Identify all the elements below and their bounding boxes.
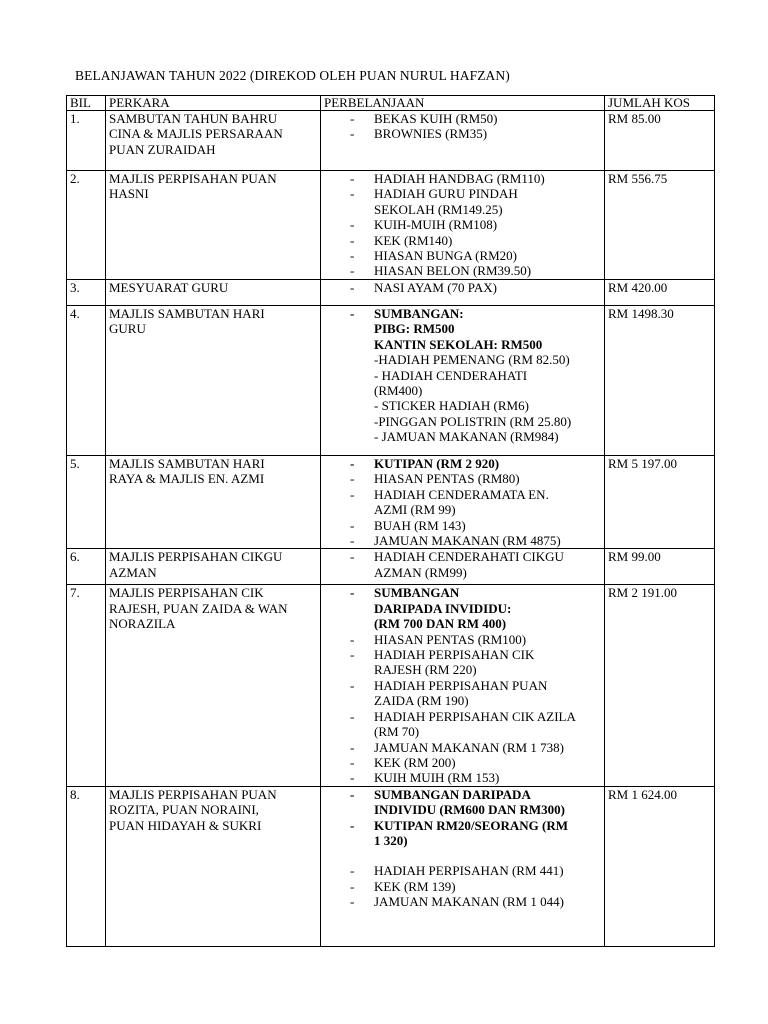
expense-item: - KUIH MUIH (RM 153) <box>324 770 601 785</box>
expense-item: - HADIAH PERPISAHAN PUAN <box>324 678 601 693</box>
expense-item: - JAMUAN MAKANAN (RM 4875) <box>324 533 601 548</box>
cell-bil: 6. <box>67 549 106 585</box>
expense-item: - HIASAN BELON (RM39.50) <box>324 263 601 278</box>
expense-item: INDIVIDU (RM600 DAN RM300) <box>374 802 566 818</box>
cell-perkara <box>106 585 321 786</box>
perkara-line: MAJLIS SAMBUTAN HARI <box>109 456 265 471</box>
expense-item: - BROWNIES (RM35) <box>324 126 601 141</box>
cell-bil: 4. <box>67 306 106 456</box>
cell-perkara <box>106 786 321 946</box>
expense-item: - HADIAH HANDBAG (RM110) <box>324 171 601 186</box>
table-row <box>67 549 715 585</box>
expense-item: - JAMUAN MAKANAN (RM984) <box>374 429 559 445</box>
table-row <box>67 171 715 280</box>
perkara-line: SAMBUTAN TAHUN BAHRU <box>109 111 278 126</box>
expense-list <box>324 585 601 785</box>
cell-perkara <box>106 456 321 549</box>
cell-jumlah-kos: RM 1498.30 <box>605 306 715 456</box>
expense-item: - BEKAS KUIH (RM50) <box>324 111 601 126</box>
expense-item: PIBG: RM500 <box>374 321 455 337</box>
perkara-line: ROZITA, PUAN NORAINI, <box>109 802 259 818</box>
perkara-line: HASNI <box>109 186 149 202</box>
expense-item: - KUIH-MUIH (RM108) <box>324 217 601 232</box>
cell-perbelanjaan <box>321 549 605 585</box>
expense-item: - HADIAH PERPISAHAN (RM 441) <box>324 863 601 878</box>
perkara-line: CINA & MAJLIS PERSARAAN <box>109 126 283 142</box>
expense-item: ZAIDA (RM 190) <box>374 693 469 709</box>
expense-item: KANTIN SEKOLAH: RM500 <box>374 336 543 352</box>
expense-item: - STICKER HADIAH (RM6) <box>374 398 529 414</box>
expense-item: - KEK (RM 139) <box>324 879 601 894</box>
expense-item: - SUMBANGAN: <box>324 306 601 321</box>
header-bil: BIL <box>67 96 106 111</box>
perkara-line: MESYUARAT GURU <box>109 280 229 295</box>
cell-bil: 2. <box>67 171 106 280</box>
document-title: BELANJAWAN TAHUN 2022 (DIREKOD OLEH PUAN NURUL HAFZAN) <box>75 68 510 83</box>
cell-perkara <box>106 306 321 456</box>
cell-bil: 3. <box>67 280 106 306</box>
header-jumlah: JUMLAH KOS <box>605 96 715 111</box>
cell-perkara <box>106 111 321 171</box>
perkara-line: MAJLIS SAMBUTAN HARI <box>109 306 265 321</box>
header-perbelanjaan: PERBELANJAAN <box>321 96 605 111</box>
expense-list <box>324 549 601 580</box>
expense-item: - JAMUAN MAKANAN (RM 1 738) <box>324 740 601 755</box>
expense-list <box>324 456 601 548</box>
perkara-line: MAJLIS PERPISAHAN CIKGU <box>109 549 283 565</box>
cell-jumlah-kos: RM 85.00 <box>605 111 715 171</box>
cell-perbelanjaan <box>321 171 605 280</box>
expense-item: - HADIAH CENDERAMATA EN. <box>324 487 601 502</box>
expense-item: AZMAN (RM99) <box>374 564 467 580</box>
cell-jumlah-kos: RM 1 624.00 <box>605 786 715 946</box>
expense-list <box>324 171 601 279</box>
expense-item: - HIASAN BUNGA (RM20) <box>324 248 601 263</box>
expense-list <box>324 306 601 445</box>
expense-item: - HADIAH GURU PINDAH <box>324 186 601 201</box>
perkara-line: AZMAN <box>109 564 157 580</box>
cell-perbelanjaan <box>321 280 605 306</box>
expense-item: - HADIAH CENDERAHATI CIKGU <box>324 549 601 564</box>
expense-item: - HIASAN PENTAS (RM100) <box>324 632 601 647</box>
expense-item: - HADIAH PERPISAHAN CIK <box>324 647 601 662</box>
expense-list <box>324 280 601 295</box>
table-row <box>67 280 715 306</box>
perkara-line: GURU <box>109 321 146 337</box>
cell-bil: 5. <box>67 456 106 549</box>
expense-item: - SUMBANGAN <box>324 585 601 600</box>
expense-item: - SUMBANGAN DARIPADA <box>324 787 601 802</box>
cell-jumlah-kos: RM 99.00 <box>605 549 715 585</box>
expense-item: DARIPADA INVIDIDU: <box>374 600 512 616</box>
header-row <box>67 96 715 111</box>
perkara-line: MAJLIS PERPISAHAN PUAN <box>109 171 277 186</box>
expense-item: -PINGGAN POLISTRIN (RM 25.80) <box>374 413 572 429</box>
perkara-line: MAJLIS PERPISAHAN CIK <box>109 585 264 601</box>
cell-perbelanjaan <box>321 786 605 946</box>
cell-jumlah-kos: RM 2 191.00 <box>605 585 715 786</box>
expense-list <box>324 111 601 142</box>
cell-perbelanjaan <box>321 111 605 171</box>
table-row <box>67 456 715 549</box>
cell-bil: 7. <box>67 585 106 786</box>
perkara-line: MAJLIS PERPISAHAN PUAN <box>109 786 277 802</box>
cell-jumlah-kos: RM 556.75 <box>605 171 715 280</box>
perkara-line: RAJESH, PUAN ZAIDA & WAN <box>109 600 288 616</box>
expense-list <box>324 787 601 910</box>
expense-item: (RM400) <box>374 383 423 399</box>
expense-item: - JAMUAN MAKANAN (RM 1 044) <box>324 894 601 909</box>
table-row <box>67 111 715 171</box>
expense-item: - KUTIPAN RM20/SEORANG (RM <box>324 818 601 833</box>
cell-perkara <box>106 549 321 585</box>
expense-item: - HADIAH PERPISAHAN CIK AZILA <box>324 709 601 724</box>
expense-item: - KEK (RM 200) <box>324 755 601 770</box>
cell-perbelanjaan <box>321 585 605 786</box>
perkara-line: RAYA & MAJLIS EN. AZMI <box>109 471 265 487</box>
table-row <box>67 306 715 456</box>
expense-item: - NASI AYAM (70 PAX) <box>324 280 601 295</box>
expense-item: - HADIAH CENDERAHATI <box>374 367 528 383</box>
budget-table <box>66 95 715 947</box>
cell-jumlah-kos: RM 420.00 <box>605 280 715 306</box>
table-row <box>67 786 715 946</box>
expense-item: - HIASAN PENTAS (RM80) <box>324 471 601 486</box>
cell-bil: 1. <box>67 111 106 171</box>
expense-item: - BUAH (RM 143) <box>324 518 601 533</box>
expense-item: (RM 700 DAN RM 400) <box>374 616 507 632</box>
table-row <box>67 585 715 786</box>
expense-item: -HADIAH PEMENANG (RM 82.50) <box>374 352 570 368</box>
cell-perkara <box>106 280 321 306</box>
expense-item: SEKOLAH (RM149.25) <box>374 201 503 217</box>
cell-perkara <box>106 171 321 280</box>
cell-perbelanjaan <box>321 456 605 549</box>
expense-item: AZMI (RM 99) <box>374 502 456 518</box>
perkara-line: PUAN HIDAYAH & SUKRI <box>109 817 262 833</box>
cell-perbelanjaan <box>321 306 605 456</box>
expense-item: - KUTIPAN (RM 2 920) <box>324 456 601 471</box>
cell-jumlah-kos: RM 5 197.00 <box>605 456 715 549</box>
perkara-line: PUAN ZURAIDAH <box>109 141 216 157</box>
expense-item: (RM 70) <box>374 724 420 740</box>
perkara-line: NORAZILA <box>109 616 176 632</box>
cell-bil: 8. <box>67 786 106 946</box>
expense-item: - KEK (RM140) <box>324 233 601 248</box>
header-perkara: PERKARA <box>106 96 321 111</box>
expense-item: 1 320) <box>374 832 408 848</box>
expense-item: RAJESH (RM 220) <box>374 662 477 678</box>
